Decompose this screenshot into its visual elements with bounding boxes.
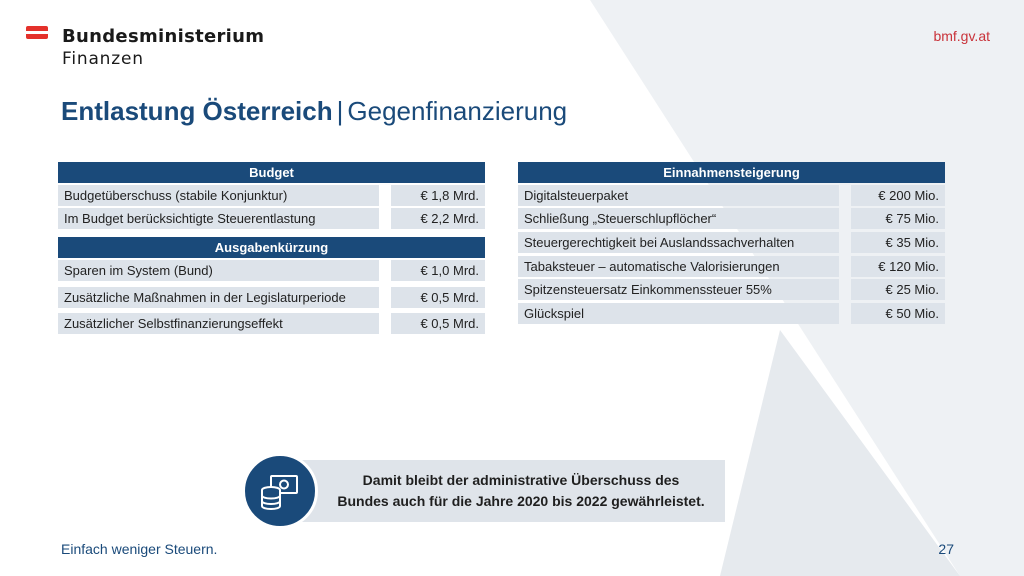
ausgaben-row-label: Sparen im System (Bund) [58, 260, 379, 281]
ausgaben-row-label: Zusätzlicher Selbstfinanzierungseffekt [58, 313, 379, 334]
title-light: Gegenfinanzierung [347, 96, 568, 126]
einnahmen-row-value: € 120 Mio. [851, 256, 945, 277]
ausgaben-row-value: € 0,5 Mrd. [391, 287, 485, 308]
budget-row-value: € 1,8 Mrd. [391, 185, 485, 206]
ausgaben-row-value: € 1,0 Mrd. [391, 260, 485, 281]
einnahmen-row-label: Spitzensteuersatz Einkommenssteuer 55% [518, 279, 839, 300]
budget-row-value: € 2,2 Mrd. [391, 208, 485, 229]
einnahmen-row-value: € 35 Mio. [851, 232, 945, 253]
austria-flag-icon [26, 26, 48, 42]
einnahmen-row-label: Tabaksteuer – automatische Valorisierungen [518, 256, 839, 277]
einnahmen-row-value: € 25 Mio. [851, 279, 945, 300]
page-number: 27 [938, 541, 954, 557]
ausgaben-heading: Ausgabenkürzung [58, 237, 485, 258]
logo-line1: Bundesministerium [62, 26, 265, 47]
money-coins-icon [242, 453, 318, 529]
footer-slogan: Einfach weniger Steuern. [61, 541, 218, 557]
conclusion-line1: Damit bleibt der administrative Überschuss des [362, 472, 680, 488]
title-separator: | [336, 96, 344, 126]
conclusion-line2: Bundes auch für die Jahre 2020 bis 2022 gewährleistet. [337, 493, 705, 509]
einnahmen-row-value: € 75 Mio. [851, 208, 945, 229]
budget-heading: Budget [58, 162, 485, 183]
einnahmen-heading: Einnahmensteigerung [518, 162, 945, 183]
einnahmen-row-value: € 200 Mio. [851, 185, 945, 206]
website-link[interactable]: bmf.gv.at [933, 28, 990, 44]
einnahmen-row-label: Steuergerechtigkeit bei Auslandssachverhalten [518, 232, 839, 253]
ausgaben-row-label: Zusätzliche Maßnahmen in der Legislaturperiode [58, 287, 379, 308]
budget-row-label: Budgetüberschuss (stabile Konjunktur) [58, 185, 379, 206]
title-strong: Entlastung Österreich [61, 96, 333, 126]
einnahmen-row-value: € 50 Mio. [851, 303, 945, 324]
conclusion-text [316, 470, 726, 512]
einnahmen-row-label: Glückspiel [518, 303, 839, 324]
logo-line2: Finanzen [62, 49, 144, 69]
einnahmen-row-label: Digitalsteuerpaket [518, 185, 839, 206]
budget-row-label: Im Budget berücksichtigte Steuerentlastung [58, 208, 379, 229]
einnahmen-row-label: Schließung „Steuerschlupflöcher“ [518, 208, 839, 229]
ausgaben-row-value: € 0,5 Mrd. [391, 313, 485, 334]
page-title [61, 96, 567, 127]
